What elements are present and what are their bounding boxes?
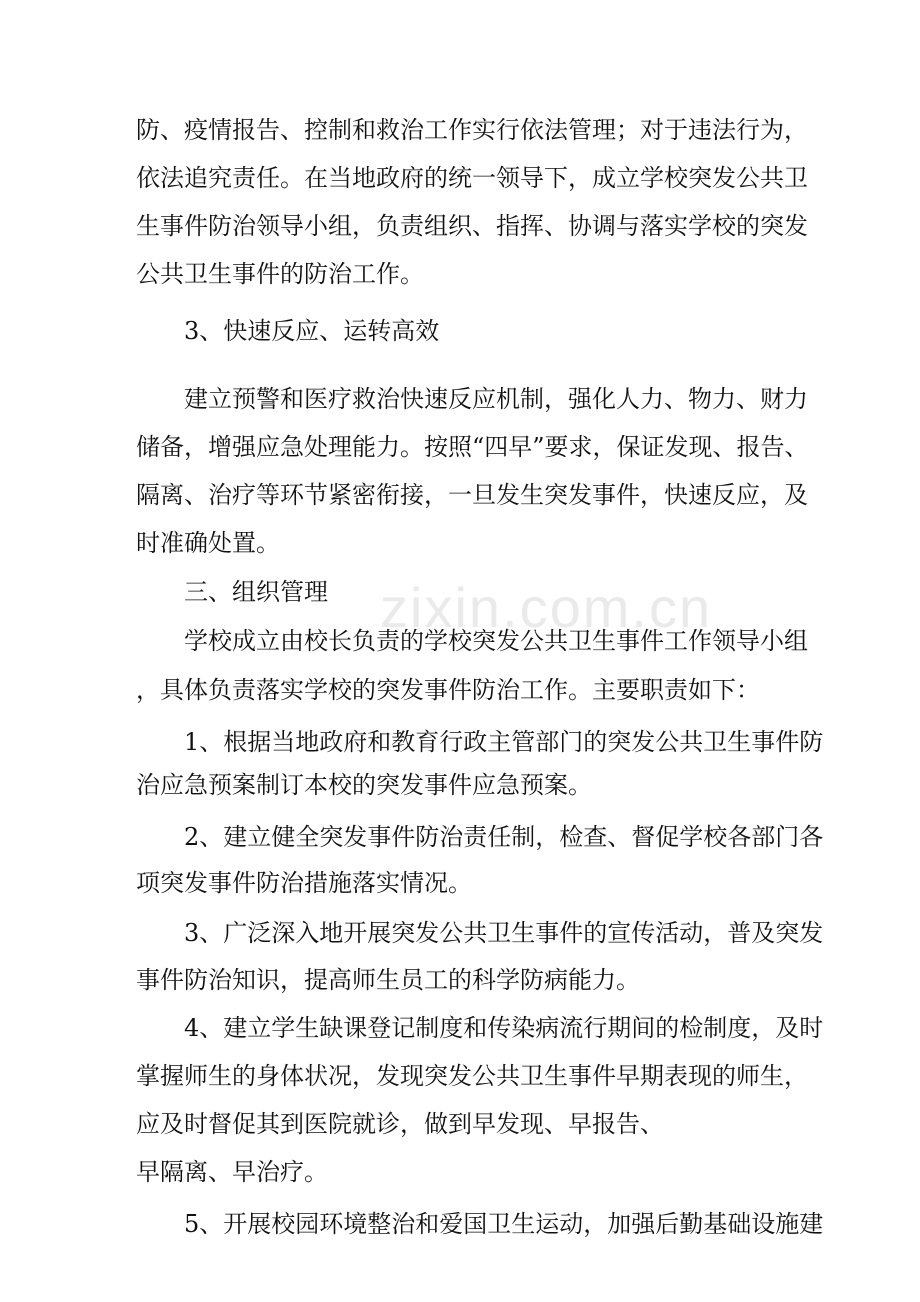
text-line-13: 1、根据当地政府和教育行政主管部门的突发公共卫生事件防 xyxy=(184,728,824,756)
text-line-2: 依法追究责任。在当地政府的统一领导下，成立学校突发公共卫 xyxy=(136,164,808,192)
text-line-20: 掌握师生的身体状况，发现突发公共卫生事件早期表现的师生， xyxy=(136,1062,808,1090)
text-line-12: ，具体负责落实学校的突发事件防治工作。主要职责如下： xyxy=(136,676,760,704)
text-line-23: 5、开展校园环境整治和爱国卫生运动，加强后勤基础设施建 xyxy=(184,1210,824,1238)
text-line-6: 建立预警和医疗救治快速反应机制，强化人力、物力、财力 xyxy=(184,385,808,413)
text-line-17: 3、广泛深入地开展突发公共卫生事件的宣传活动，普及突发 xyxy=(184,919,824,947)
text-line-19: 4、建立学生缺课登记制度和传染病流行期间的检制度，及时 xyxy=(184,1014,824,1042)
text-line-11: 学校成立由校长负责的学校突发公共卫生事件工作领导小组 xyxy=(184,627,808,655)
text-line-15: 2、建立健全突发事件防治责任制，检查、督促学校各部门各 xyxy=(184,823,824,851)
text-line-9: 时准确处置。 xyxy=(136,529,280,557)
text-line-8: 隔离、治疗等环节紧密衔接，一旦发生突发事件，快速反应，及 xyxy=(136,481,808,509)
section-heading-org: 三、组织管理 xyxy=(184,578,328,606)
text-line-21: 应及时督促其到医院就诊，做到早发现、早报告、 xyxy=(136,1110,664,1138)
text-line-18: 事件防治知识，提高师生员工的科学防病能力。 xyxy=(136,966,640,994)
text-line-22: 早隔离、早治疗。 xyxy=(136,1158,328,1186)
text-line-1: 防、疫情报告、控制和救治工作实行依法管理；对于违法行为， xyxy=(136,116,808,144)
text-line-14: 治应急预案制订本校的突发事件应急预案。 xyxy=(136,771,592,799)
watermark: zixin.com.cn xyxy=(380,576,713,639)
text-line-7: 储备，增强应急处理能力。按照“四早”要求，保证发现、报告、 xyxy=(136,433,809,461)
section-heading-3: 3、快速反应、运转高效 xyxy=(184,317,440,345)
text-line-4: 公共卫生事件的防治工作。 xyxy=(136,260,424,288)
text-line-16: 项突发事件防治措施落实情况。 xyxy=(136,869,472,897)
text-line-3: 生事件防治领导小组，负责组织、指挥、协调与落实学校的突发 xyxy=(136,212,808,240)
